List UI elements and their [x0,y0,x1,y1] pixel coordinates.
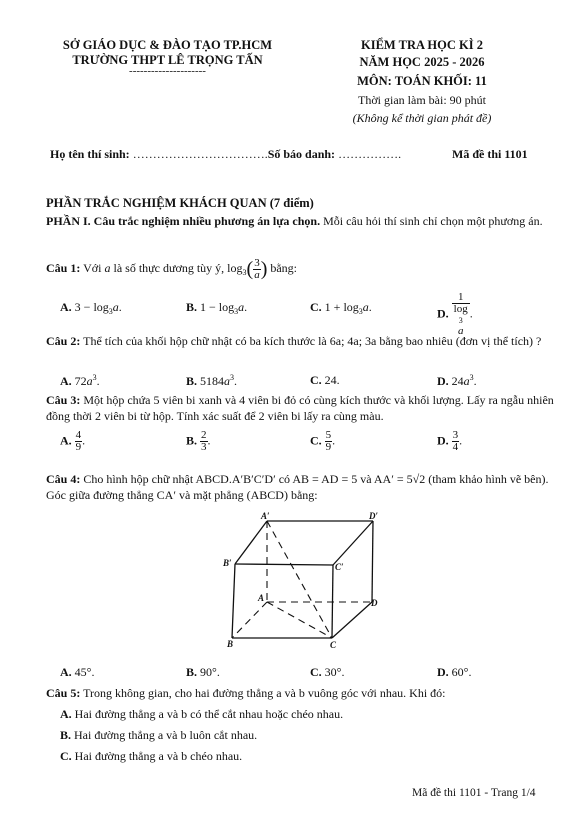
label-d1: D′ [369,511,379,521]
time-note: (Không kể thời gian phát đề) [352,111,492,125]
exam-code: Mã đề thi 1101 [452,147,528,161]
q4-option-c[interactable]: C. 30°. [310,665,345,679]
q2-option-d[interactable]: D. $24a^3$. [437,373,477,388]
question-1: Câu 1: Với a là số thực dương tùy ý, $\log_3$( $\frac{3}{a}$ ) bằng: [46,256,298,281]
student-info-line [50,147,401,162]
part-instructions: PHẦN I. Câu trắc nghiệm nhiều phương án lựa chọn. Mỗi câu hỏi thí sinh chỉ chọn một phương án. [46,214,543,228]
box-figure [215,510,385,660]
header-divider: --------------------- [129,65,206,77]
school-year: NĂM HỌC 2025 - 2026 [359,55,485,69]
q4-option-d[interactable]: D. 60°. [437,665,472,679]
student-id-label: Số báo danh: [267,147,339,161]
school-name: TRƯỜNG THPT LÊ TRỌNG TẤN [72,53,263,67]
q3-option-a[interactable]: A. $\frac{4}{9}$ . [60,429,86,453]
q2-option-c[interactable]: C. 24. [310,373,340,387]
page-footer: Mã đề thi 1101 - Trang 1/4 [412,787,536,799]
q1-option-c[interactable]: C. $1 + \log_3a$. [310,300,372,316]
label-b1: B′ [223,558,232,568]
label-a1: A′ [261,511,270,521]
label-a: A [258,593,265,603]
q2-option-a[interactable]: A. $72a^3$. [60,373,100,388]
question-2: Câu 2: Thể tích của khối hộp chữ nhật có ba kích thước là 6a; 4a; 3a bằng bao nhiêu (đơn vị thể tích) ? [46,334,542,348]
q2-option-b[interactable]: B. $5184a^3$. [186,373,238,388]
q5-option-a[interactable]: A. Hai đường thẳng a và b có thể cắt nhau hoặc chéo nhau. [60,707,344,721]
section-title: PHẦN TRẮC NGHIỆM KHÁCH QUAN (7 điểm) [46,196,314,210]
q1-option-a[interactable]: A. $3 - \log_3a$. [60,300,122,316]
q4-option-a[interactable]: A. 45°. [60,665,95,679]
department-name: SỞ GIÁO DỤC & ĐÀO TẠO TP.HCM [62,38,273,52]
q5-option-c[interactable]: C. Hai đường thẳng a và b chéo nhau. [60,749,243,763]
student-name-label: Họ tên thí sinh: [50,147,133,161]
label-d: D [371,598,378,608]
q1-option-b[interactable]: B. $1 - \log_3a$. [186,300,248,316]
student-id-field: ……………. [338,147,402,161]
question-3: Câu 3: Một hộp chứa 5 viên bi xanh và 4 viên bi đỏ có cùng kích thước và khối lượng. Lấy ra ngẫu nhiên đồng thời 2 viên bi từ hộp. Tính xác suất để 2 viên bi lấy ra cùng màu. [46,393,554,423]
subject-grade: MÔN: TOÁN KHỐI: 11 [357,74,487,88]
exam-title: KIỂM TRA HỌC KÌ 2 [360,38,483,52]
label-c: C [330,640,337,650]
q3-option-d[interactable]: D. $\frac{3}{4}$ . [437,429,463,453]
q5-option-b[interactable]: B. Hai đường thẳng a và b luôn cắt nhau. [60,728,258,742]
student-name-field: ……………………………. [132,147,268,161]
q4-option-b[interactable]: B. 90°. [186,665,220,679]
label-c1: C′ [335,562,344,572]
q3-option-c[interactable]: C. $\frac{5}{9}$ . [310,429,336,453]
label-b: B [227,639,234,649]
question-4: Câu 4: Cho hình hộp chữ nhật ABCD.A′B′C′D′ có AB = AD = 5 và AA′ = 5√2 (tham khảo hình vẽ bên). Góc giữa đường thẳng CA′ và mặt phẳng (ABCD) bằng: [46,472,549,502]
q1-option-d[interactable]: D. 1 log 3 a . [437,291,473,337]
exam-time: Thời gian làm bài: 90 phút [358,93,486,107]
question-5: Câu 5: Trong không gian, cho hai đường thẳng a và b vuông góc với nhau. Khi đó: [46,686,446,700]
q3-option-b[interactable]: B. $\frac{2}{3}$ . [186,429,211,453]
